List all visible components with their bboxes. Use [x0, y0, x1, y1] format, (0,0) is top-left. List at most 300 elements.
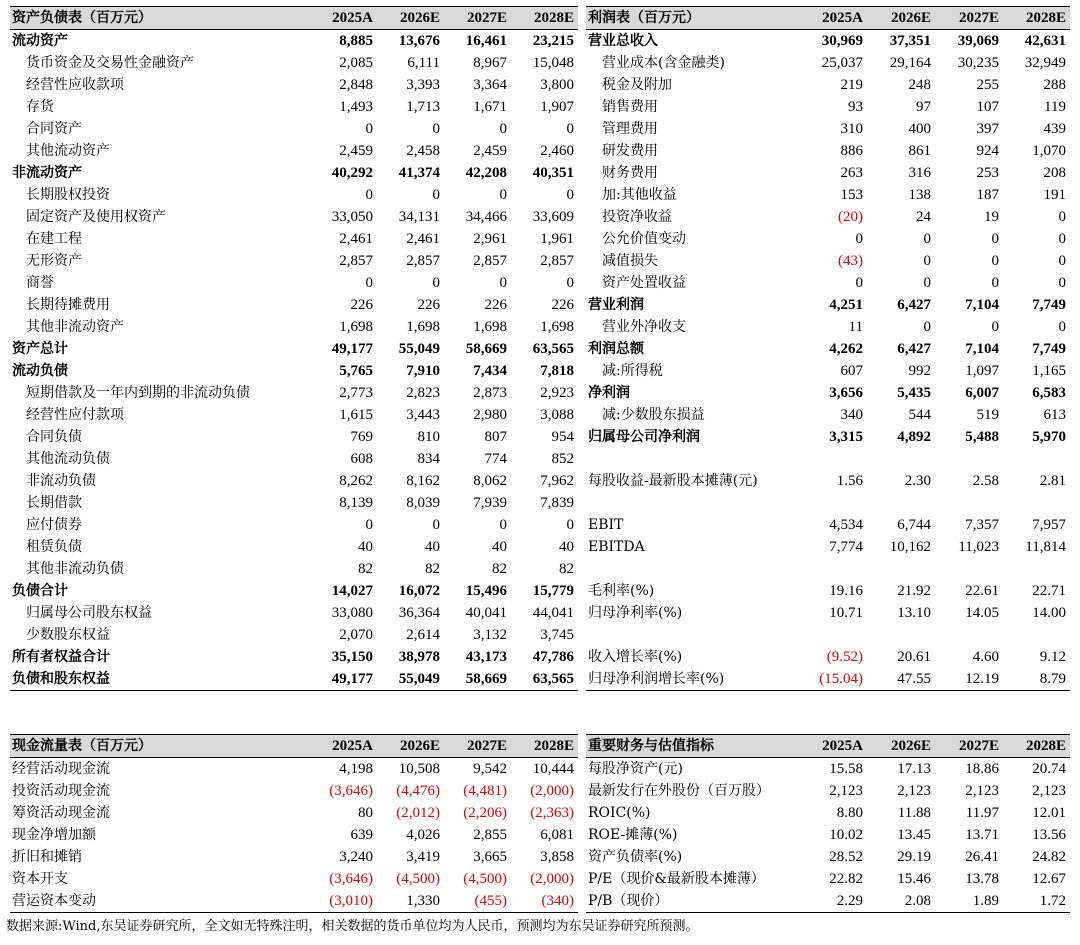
cell-value: 15.46 [897, 871, 931, 887]
row-label: 非流动资产 [12, 165, 82, 181]
table-row [586, 624, 1070, 646]
cell-value: 852 [551, 451, 574, 467]
cell-value: (3,646) [329, 783, 373, 799]
cell-value: 13,676 [398, 33, 440, 49]
row-label: 负债合计 [12, 583, 68, 599]
row-label: 归属母公司股东权益 [26, 605, 152, 621]
cell-value: 2.08 [867, 890, 935, 913]
cell-value: (15.04) [798, 668, 867, 691]
row-label: 流动资产 [12, 33, 68, 49]
cell-value: 39,069 [957, 33, 999, 49]
table-row [586, 382, 1070, 404]
cell-value: 0 [923, 231, 931, 247]
row-label: 流动负债 [12, 363, 68, 379]
table-row [10, 30, 578, 53]
cell-value: (9.52) [826, 649, 863, 665]
table-header-row [586, 7, 1070, 30]
table-title: 重要财务与估值指标 [586, 735, 798, 758]
balance-sheet-table [10, 6, 578, 691]
cell-value: 1,493 [339, 99, 373, 115]
cell-value: 82 [425, 561, 440, 577]
row-label: 固定资产及使用权资产 [26, 209, 166, 225]
cell-value: 2,823 [406, 385, 440, 401]
row-label: 每股净资产(元) [588, 761, 683, 777]
cell-value: 2,460 [540, 143, 574, 159]
cell-value: 2.29 [798, 890, 867, 913]
cell-value: 0 [365, 187, 373, 203]
cell-value: (2,012) [396, 805, 440, 821]
cell-value: 1,698 [540, 319, 574, 335]
cell-value: 544 [908, 407, 931, 423]
cell-value: 1,961 [540, 231, 574, 247]
row-label: 营业外净收支 [602, 319, 686, 335]
cell-value: (3,010) [310, 890, 377, 913]
cell-value: 26.41 [965, 849, 999, 865]
cell-value [798, 624, 867, 646]
cell-value: 18.86 [965, 761, 999, 777]
cell-value: 1,671 [473, 99, 507, 115]
cell-value: 40 [559, 539, 574, 555]
table-row [586, 96, 1070, 118]
row-label: 减:少数股东损益 [602, 407, 705, 423]
cell-value: 14.05 [965, 605, 999, 621]
cell-value: 20.74 [1032, 761, 1066, 777]
table-row [586, 536, 1070, 558]
cell-value: 3,364 [473, 77, 507, 93]
cell-value: 2,123 [829, 783, 863, 799]
cell-value: 119 [1044, 99, 1066, 115]
cell-value: 0 [855, 231, 863, 247]
cell-value: 4,026 [406, 827, 440, 843]
table-row [10, 890, 578, 913]
cell-value: 2,980 [473, 407, 507, 423]
table-row [10, 426, 578, 448]
cell-value: 208 [1043, 165, 1066, 181]
cell-value: 82 [492, 561, 507, 577]
table-row [10, 74, 578, 96]
row-label: 营运资本变动 [10, 890, 310, 913]
cell-value: 8,967 [473, 55, 507, 71]
cell-value: 32,949 [1024, 55, 1066, 71]
cell-value: 7,957 [1032, 517, 1066, 533]
column-header: 2025A [798, 7, 867, 30]
row-label: 减值损失 [602, 253, 658, 269]
cell-value: 397 [976, 121, 999, 137]
cell-value: 0 [566, 275, 574, 291]
row-label: ROE-摊薄(%) [588, 827, 678, 843]
cell-value: 8.79 [1003, 668, 1070, 691]
cell-value: 1.56 [836, 473, 863, 489]
cell-value: 34,131 [398, 209, 440, 225]
table-row [586, 824, 1070, 846]
cell-value: 2,923 [540, 385, 574, 401]
cell-value: 0 [991, 231, 999, 247]
cell-value: 33,609 [532, 209, 574, 225]
cell-value: 7,962 [540, 473, 574, 489]
cell-value: 47,786 [532, 649, 574, 665]
row-label: 货币资金及交易性金融资产 [26, 55, 194, 71]
cell-value: 40,041 [465, 605, 507, 621]
cell-value: 0 [1058, 319, 1066, 335]
row-label: 无形资产 [26, 253, 82, 269]
cell-value: (2,000) [530, 783, 574, 799]
cell-value: 4,251 [829, 297, 863, 313]
cell-value: 2,458 [406, 143, 440, 159]
cell-value: 5,765 [339, 363, 373, 379]
table-row [10, 602, 578, 624]
table-row [10, 824, 578, 846]
cell-value: 0 [566, 187, 574, 203]
column-header: 2027E [444, 735, 511, 758]
row-label: P/E（现价&最新股本摊薄） [588, 871, 765, 887]
cell-value: 34,466 [465, 209, 507, 225]
table-row [586, 184, 1070, 206]
cell-value: 10.71 [829, 605, 863, 621]
row-label: 收入增长率(%) [588, 649, 683, 665]
cell-value: 1,698 [339, 319, 373, 335]
row-label [586, 448, 798, 470]
cell-value [867, 624, 935, 646]
cell-value: 0 [1058, 275, 1066, 291]
column-header: 2025A [310, 7, 377, 30]
table-row [586, 250, 1070, 272]
cell-value: 9.12 [1039, 649, 1066, 665]
cell-value: 58,669 [465, 341, 507, 357]
cell-value: 4,892 [897, 429, 931, 445]
table-row [10, 96, 578, 118]
cell-value: 15,779 [532, 583, 574, 599]
cell-value: 4,534 [829, 517, 863, 533]
row-label: 最新发行在外股份（百万股） [588, 783, 770, 799]
cell-value: 810 [417, 429, 440, 445]
cell-value: 861 [908, 143, 931, 159]
cell-value: 1,330 [377, 890, 444, 913]
cell-value: 807 [484, 429, 507, 445]
cell-value: 43,173 [465, 649, 507, 665]
table-row [10, 448, 578, 470]
cell-value: 834 [417, 451, 440, 467]
cell-value: 519 [976, 407, 999, 423]
row-label: 负债和股东权益 [10, 668, 310, 691]
row-label: 净利润 [588, 385, 630, 401]
cell-value: 82 [358, 561, 373, 577]
row-label: P/B（现价） [586, 890, 798, 913]
cell-value: 12.19 [935, 668, 1003, 691]
cell-value: 0 [432, 517, 440, 533]
cell-value: 2,614 [406, 627, 440, 643]
valuation-metrics-table [586, 734, 1070, 913]
cell-value: 310 [840, 121, 863, 137]
cell-value: 1,907 [540, 99, 574, 115]
cell-value: 6,583 [1032, 385, 1066, 401]
cell-value: 2,848 [339, 77, 373, 93]
cell-value: 2,459 [339, 143, 373, 159]
cell-value: 41,374 [398, 165, 440, 181]
cell-value: 0 [1058, 231, 1066, 247]
table-row [10, 382, 578, 404]
row-label: 投资活动现金流 [12, 783, 110, 799]
row-label: 资产总计 [12, 341, 68, 357]
cell-value: 13.78 [965, 871, 999, 887]
cell-value: 4.60 [972, 649, 999, 665]
row-label: 毛利率(%) [588, 583, 655, 599]
cell-value: 0 [432, 187, 440, 203]
cell-value: 7,774 [829, 539, 863, 555]
table-row [586, 470, 1070, 492]
column-header: 2026E [867, 735, 935, 758]
cell-value: 0 [365, 121, 373, 137]
cell-value: (2,363) [530, 805, 574, 821]
cell-value: 4,198 [339, 761, 373, 777]
row-label: 利润总额 [588, 341, 644, 357]
cell-value: 2,857 [339, 253, 373, 269]
cell-value: 5,488 [965, 429, 999, 445]
cell-value: 607 [840, 363, 863, 379]
cell-value: 0 [432, 275, 440, 291]
cell-value: (4,500) [463, 871, 507, 887]
table-row [10, 272, 578, 294]
cell-value: 8,062 [473, 473, 507, 489]
column-header: 2025A [798, 735, 867, 758]
cell-value: 6,111 [407, 55, 440, 71]
row-label: 商誉 [26, 275, 54, 291]
data-source-note: 数据来源:Wind,东吴证券研究所，全文如无特殊注明，相关数据的货币单位均为人民币，预测均为东吴证券研究所预测。 [6, 919, 699, 934]
cell-value: 7,818 [540, 363, 574, 379]
cell-value: 774 [484, 451, 507, 467]
cell-value: 153 [840, 187, 863, 203]
cell-value: 6,427 [897, 297, 931, 313]
cell-value: 7,434 [473, 363, 507, 379]
column-header: 2027E [935, 7, 1003, 30]
cell-value: 2,123 [965, 783, 999, 799]
cell-value: 0 [855, 275, 863, 291]
row-label: 管理费用 [602, 121, 658, 137]
table-row [586, 52, 1070, 74]
row-label: 研发费用 [602, 143, 658, 159]
cell-value: 6,007 [965, 385, 999, 401]
cell-value: 3,088 [540, 407, 574, 423]
cell-value: (455) [444, 890, 511, 913]
cell-value: 49,177 [310, 668, 377, 691]
cell-value: 44,041 [532, 605, 574, 621]
row-label: 归母净利率(%) [588, 605, 683, 621]
cell-value: (4,476) [396, 783, 440, 799]
cell-value: 1,698 [473, 319, 507, 335]
cell-value: 40,292 [331, 165, 373, 181]
table-row [10, 360, 578, 382]
cell-value: 1,165 [1032, 363, 1066, 379]
table-row [10, 492, 578, 514]
table-row [586, 206, 1070, 228]
cell-value: 253 [976, 165, 999, 181]
table-row [10, 868, 578, 890]
cell-value: 0 [566, 121, 574, 137]
cell-value: 11.88 [897, 805, 931, 821]
cell-value: 30,235 [957, 55, 999, 71]
cell-value: 2,857 [406, 253, 440, 269]
cell-value: 187 [976, 187, 999, 203]
cell-value: 1,070 [1032, 143, 1066, 159]
row-label: 其他流动资产 [26, 143, 110, 159]
cell-value: (20) [838, 209, 863, 225]
row-label: 经营性应收款项 [26, 77, 124, 93]
cell-value: 400 [908, 121, 931, 137]
table-row [10, 558, 578, 580]
table-row [586, 30, 1070, 53]
cell-value: 4,262 [829, 341, 863, 357]
table-row [10, 646, 578, 668]
cell-value [1003, 448, 1070, 470]
table-row [10, 404, 578, 426]
cell-value: 226 [417, 297, 440, 313]
cell-value: 886 [840, 143, 863, 159]
row-label: 现金净增加额 [12, 827, 96, 843]
cell-value [935, 448, 1003, 470]
table-row [10, 228, 578, 250]
cell-value: 8,162 [406, 473, 440, 489]
cell-value: 7,357 [965, 517, 999, 533]
row-label [586, 624, 798, 646]
cell-value: 2,855 [473, 827, 507, 843]
column-header: 2025A [310, 735, 377, 758]
table-row [586, 74, 1070, 96]
cell-value: 30,969 [821, 33, 863, 49]
cell-value: 1.72 [1003, 890, 1070, 913]
cell-value: 24.82 [1032, 849, 1066, 865]
cell-value: (2,206) [463, 805, 507, 821]
row-label: 销售费用 [602, 99, 658, 115]
table-header-row [586, 735, 1070, 758]
cell-value: 55,049 [398, 341, 440, 357]
cell-value: 97 [916, 99, 931, 115]
table-row [10, 668, 578, 691]
row-label: EBITDA [588, 539, 645, 555]
cell-value: 2,857 [473, 253, 507, 269]
cell-value: 2.58 [972, 473, 999, 489]
table-row [586, 316, 1070, 338]
row-label: 长期待摊费用 [26, 297, 110, 313]
table-row [586, 646, 1070, 668]
row-label: 税金及附加 [602, 77, 672, 93]
cell-value: 3,656 [829, 385, 863, 401]
cell-value: 7,749 [1032, 297, 1066, 313]
column-header: 2026E [377, 735, 444, 758]
table-row [10, 470, 578, 492]
cell-value: 2,123 [1032, 783, 1066, 799]
row-label: 资产负债率(%) [588, 849, 683, 865]
cell-value: 1,713 [406, 99, 440, 115]
cell-value: (4,500) [396, 871, 440, 887]
cell-value: 55,049 [377, 668, 444, 691]
cell-value: 5,970 [1032, 429, 1066, 445]
cell-value: 0 [566, 517, 574, 533]
cell-value: 14,027 [331, 583, 373, 599]
cell-value: 36,364 [398, 605, 440, 621]
cell-value: 0 [499, 121, 507, 137]
table-row [10, 802, 578, 824]
cell-value: 2,873 [473, 385, 507, 401]
cell-value: 1.89 [935, 890, 1003, 913]
cell-value [798, 558, 867, 580]
row-label: 所有者权益合计 [12, 649, 110, 665]
cell-value: 29.19 [897, 849, 931, 865]
column-header: 2026E [867, 7, 935, 30]
cell-value: 35,150 [331, 649, 373, 665]
cell-value: 12.67 [1032, 871, 1066, 887]
row-label: 在建工程 [26, 231, 82, 247]
table-row [10, 118, 578, 140]
cell-value: 93 [848, 99, 863, 115]
table-row [586, 846, 1070, 868]
cell-value [798, 448, 867, 470]
row-label [586, 492, 798, 514]
table-row [10, 758, 578, 781]
row-label: 合同资产 [26, 121, 82, 137]
row-label: 资产处置收益 [602, 275, 686, 291]
column-header: 2028E [1003, 7, 1070, 30]
row-label: 经营性应付款项 [26, 407, 124, 423]
column-header: 2027E [935, 735, 1003, 758]
cell-value: 3,800 [540, 77, 574, 93]
cell-value: 11,814 [1025, 539, 1066, 555]
table-title: 利润表（百万元） [586, 7, 798, 30]
cell-value: 15,048 [532, 55, 574, 71]
cell-value: 15,496 [465, 583, 507, 599]
cell-value: 63,565 [511, 668, 578, 691]
table-row [586, 758, 1070, 781]
table-row [10, 206, 578, 228]
cell-value: 12.01 [1032, 805, 1066, 821]
cell-value: 1,698 [406, 319, 440, 335]
cell-value: 17.13 [897, 761, 931, 777]
cell-value: 42,208 [465, 165, 507, 181]
table-row [586, 868, 1070, 890]
column-header: 2028E [511, 735, 578, 758]
row-label: 折旧和摊销 [12, 849, 82, 865]
table-row [10, 536, 578, 558]
cell-value: 3,419 [406, 849, 440, 865]
cell-value: 613 [1043, 407, 1066, 423]
cell-value: 3,665 [473, 849, 507, 865]
table-row [586, 162, 1070, 184]
cell-value: 3,858 [540, 849, 574, 865]
row-label: 加:其他收益 [602, 187, 677, 203]
table-row [10, 846, 578, 868]
cell-value: 6,427 [897, 341, 931, 357]
row-label: 短期借款及一年内到期的非流动负债 [26, 385, 250, 401]
cell-value: 954 [551, 429, 574, 445]
cell-value: 8,262 [339, 473, 373, 489]
cell-value: 0 [923, 275, 931, 291]
table-row [586, 668, 1070, 691]
cell-value: 16,461 [465, 33, 507, 49]
cell-value: 14.00 [1032, 605, 1066, 621]
row-label [586, 558, 798, 580]
row-label: 筹资活动现金流 [12, 805, 110, 821]
cell-value: 2,085 [339, 55, 373, 71]
cell-value: 19.16 [829, 583, 863, 599]
cell-value [867, 448, 935, 470]
row-label: 投资净收益 [602, 209, 672, 225]
cell-value: 80 [358, 805, 373, 821]
cell-value: 138 [908, 187, 931, 203]
cell-value: 7,104 [965, 341, 999, 357]
cell-value: 63,565 [532, 341, 574, 357]
table-row [10, 780, 578, 802]
cell-value: 82 [559, 561, 574, 577]
cell-value: 2,461 [339, 231, 373, 247]
cell-value: 37,351 [889, 33, 931, 49]
